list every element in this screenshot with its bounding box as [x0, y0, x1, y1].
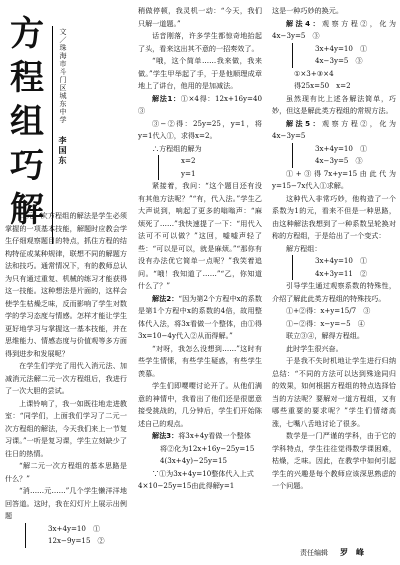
equation: ①×3+③×4 — [294, 68, 334, 78]
equation: 12x−9y=15 ② — [48, 536, 105, 545]
equation: 3x+4y=10 ① — [48, 523, 101, 533]
paragraph: 此时学生很兴奋。 — [286, 343, 343, 353]
equation: 4x−3y=5 ③ — [315, 156, 363, 165]
equation-system — [292, 255, 396, 280]
paragraph: “消……元……”几个学生懒洋洋地回答道。这时，我在幻灯片上展示出例题 — [5, 486, 127, 520]
equation: 得25x=50 x=2 — [294, 81, 351, 90]
equation-system — [158, 155, 262, 180]
paragraph: 紧接着，我问：“这个题目还有没有其他方法呢？”“有，代入法。”学生乙大声说到，响起了更多的嗡嗡声：“麻烦死了……”我快速提了一下：“用代入法可不可以做？”这回，嘘嘘声轻了些：“可以是可以，就是麻烦。”“那你有没有办法优它简单一点呢？”我笑着追问。“哦！我知道了……”“乙，你知道什么了？” — [138, 181, 262, 290]
title-char: 解 — [10, 190, 44, 230]
column-1 — [5, 210, 127, 548]
paragraph: ①+③得7x+y=15由此代为y=15−7x代入①求解。 — [272, 168, 396, 190]
solution-heading: 解法3： — [152, 431, 179, 440]
paragraph: “解二元一次方程组的基本思路是什么？” — [5, 461, 127, 483]
title-char: 组 — [10, 102, 44, 142]
equation: ①+②得：x+y= — [286, 306, 341, 315]
equation: 4x−3y=5 ③ — [315, 56, 363, 65]
paragraph: 学生们即嘤嘤讨论开了。从他们满意的神情中，我看出了他们还是很愿意接受挑战的，几分钟后，学生们开始陈述自己的观点。 — [138, 381, 262, 428]
paragraph: ∵①为3x+4y=10整体代入上式 — [152, 468, 254, 478]
paragraph: 4×10−25y=15由此得解y=1 — [138, 481, 235, 490]
paragraph: 虽然现有比上述各解法简单，巧妙，但这是解此类方程组的常规方法。 — [272, 93, 396, 115]
title-char: 巧 — [10, 146, 44, 186]
equation: ①×4得：12x+16y=40 ③ — [138, 93, 270, 115]
paragraph: “对呀，我怎么没想到……”这时有些学生情愫，有些学生疑惑，有些学生羡慕。 — [138, 343, 262, 378]
column-2 — [138, 5, 270, 493]
editor-label: 责任编辑 — [300, 549, 328, 557]
equation: 将②化为12x+16y−25y=15 — [160, 443, 255, 453]
equation: 3x+4y=10 ① — [315, 43, 368, 53]
column-3 — [272, 5, 396, 493]
title-char: 程 — [10, 58, 44, 98]
paragraph: 二元一次方程组的解法是学生必须掌握的一项基本技能，解题时应教会学生仔细观察题目的特点，抓住方程的结构特征或某种规律，联想不同的解题方法和技巧。通常情况下，有的教师总认为只有通过重复、机械的练习才能获得这一技能。这种想法是片面的，这样会使学生枯燥乏味，反而影响了学生对数学的学习态度与情感。怎样才能让学生更好地学习与掌握这一基本技能，并在思维能力、情感态度与价值观等多方面得到进步和发展呢？ — [5, 211, 127, 358]
equation: 4x+3y=11 ② — [315, 268, 368, 278]
paragraph: 引导学生通过观察系数的特殊性，介绍了解此此类方程组的特殊技巧。 — [272, 281, 396, 303]
equation-system — [292, 143, 396, 168]
paragraph: ∴方程组的解为 — [152, 143, 202, 153]
editor-credit — [300, 547, 364, 558]
title-char: 方 — [10, 14, 44, 54]
paragraph: 这种代入非常巧妙，他构造了一个系数为1的元，看来不但是一种思路，由这种解法我想到了一种系数呈轮换对称的方程组，于是给出了一个变式： — [272, 193, 396, 240]
paragraph: 联立③④，解得方程组。 — [286, 331, 365, 340]
solution-heading: 解法4： — [286, 18, 323, 28]
solution-heading: 解法5： — [286, 118, 323, 128]
solution-heading: 解法1： — [152, 93, 181, 103]
paragraph: 于是我不失时机地让学生进行归纳总结：“不同的方法可以达到殊途同归的效果，如何根据方程组的特点选择恰当的方法呢？要解对一道方程组，又有哪些重要的要求呢？”学生们情绪高涨，七嘴八舌地讨论了很多。 — [272, 356, 396, 428]
fraction: 15/7 — [340, 306, 357, 315]
equation: 3x+4y=10 ① — [315, 256, 368, 265]
author-name: 李国东 — [58, 136, 67, 166]
paragraph: 话音刚落，许多学生都惊奇地抬起了头，看来这出其不意的一招奏效了。 — [138, 31, 262, 53]
equation-system — [25, 523, 127, 548]
paragraph: 解方程组： — [286, 243, 322, 253]
byline: 文／珠海市斗门区城东中学 — [59, 28, 67, 124]
paragraph: “哦，这个简单……我来做，我来做。”学生甲举起了手，于是他顺理成章地上了讲台，他用的是加减法。 — [138, 56, 262, 90]
paragraph: 这是一种巧妙的换元。 — [272, 6, 343, 15]
equation: 3x+4y=10 ① — [315, 143, 368, 153]
paragraph: 上课铃响了，我一如既往地走进教室：“同学们，上面我们学习了二元一次方程组的解法，今天我们来上一节复习课。”一听是复习课，学生立刻缺少了往日的热情。 — [5, 398, 127, 458]
equation: 4(3x+4y)−25y=15 — [160, 456, 227, 465]
paragraph: 数学是一门严谨的学科，由于它的学科特点，学生往往觉得数学课困难，枯燥，乏味。因此，在教学中如何引起学生的兴趣是每个教师应该深思熟虑的一个问题。 — [272, 431, 396, 490]
paragraph: 观察方程②，化为4x−3y=5 ③ — [272, 18, 396, 40]
paragraph: “因为第2个方程中x的系数是第1个方程中x的系数的4倍，故用整体代入法，将3x看做一个整体，由①得3x=10−4y代入②从而得解。” — [138, 293, 263, 340]
paragraph: 稍做停顿，我灵机一动：“今天，我们只解一道题。” — [138, 6, 262, 28]
equation-marker: ③ — [363, 306, 371, 315]
paragraph: ③−②得：25y=25，y=1，将y=1代入①，求得x=2。 — [138, 118, 262, 140]
equation: y=1 — [181, 168, 196, 178]
equation: x=2 — [181, 156, 196, 165]
paragraph: 在学生们学完了用代入消元法、加减消元法解二元一次方程组后，我进行了一次大胆的尝试。 — [5, 361, 127, 395]
editor-name: 罗 峰 — [340, 548, 364, 557]
paragraph: 将3x+4y看做一个整体 — [178, 431, 251, 440]
paragraph: 观察方程②，化为4x−3y=5 — [272, 118, 396, 140]
equation: ①−②得：x−y=−5 ④ — [286, 318, 365, 328]
equation-system — [292, 43, 396, 68]
solution-heading: 解法2： — [152, 293, 179, 303]
